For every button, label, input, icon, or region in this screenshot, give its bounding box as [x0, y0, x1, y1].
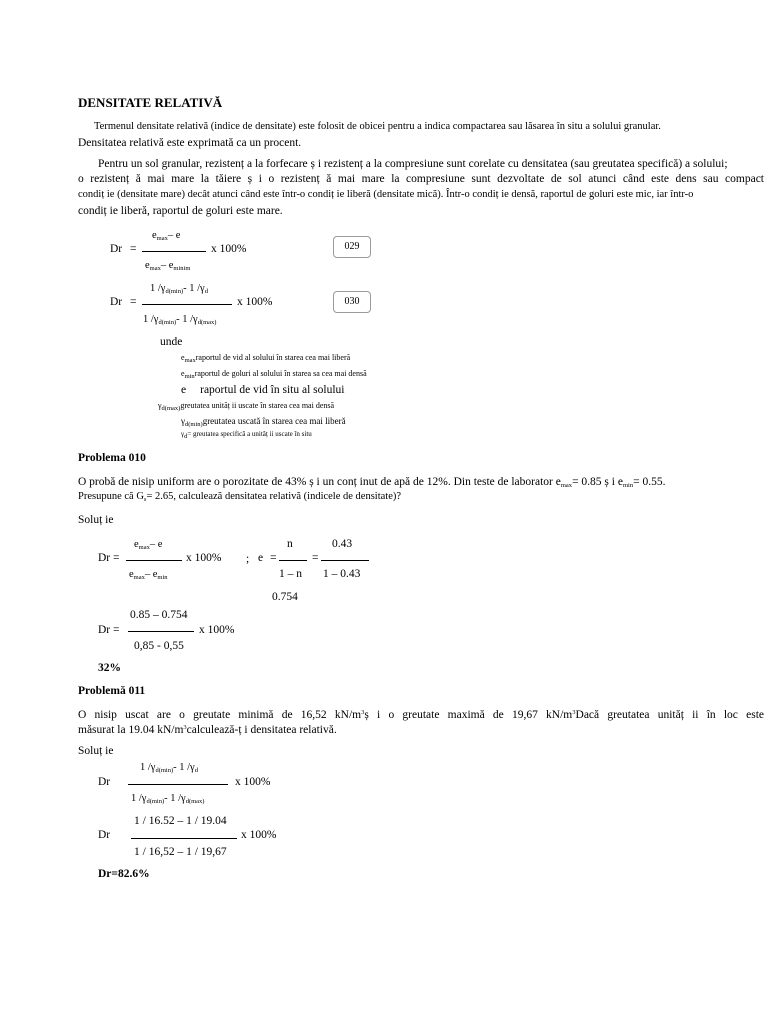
problem-010-answer: 32% [98, 662, 121, 674]
fraction-bar [128, 631, 194, 632]
equals: = [312, 552, 319, 564]
porosity-numerator: n [287, 538, 293, 550]
paragraph-2-line-2: o rezistenț ă mai mare la tăiere ș i o rezistenț ă mai mare la compresiune sunt dezvoltate de sol atunci când este dens sau compact [78, 173, 764, 185]
formula-multiplier: x 100% [199, 624, 235, 636]
formula-multiplier: x 100% [211, 243, 247, 255]
formula-denominator: 1 / 16,52 – 1 / 19,67 [134, 846, 227, 858]
fraction-bar [126, 560, 182, 561]
where-item: e raportul de vid în situ al solului [181, 384, 345, 396]
formula-multiplier: x 100% [186, 552, 222, 564]
fraction-bar [142, 251, 206, 252]
paragraph-2-line-3: condiț ie (densitate mare) decât atunci când este într-o condiț ie liberă (densitate mică). Într-o condiț ie densă, raportul de goluri este mic, iar într-o [78, 189, 694, 200]
formula-multiplier: x 100% [237, 296, 273, 308]
value-denominator: 1 – 0.43 [323, 568, 361, 580]
formula-denominator: 0,85 - 0,55 [134, 640, 184, 652]
porosity-denominator: 1 – n [279, 568, 302, 580]
equation-tag: 030 [333, 291, 371, 313]
fraction-bar [321, 560, 369, 561]
void-ratio-lhs: e [258, 552, 264, 564]
problem-011-title: Problemă 011 [78, 685, 146, 697]
equals: = [270, 552, 277, 564]
problem-010-title: Problema 010 [78, 452, 146, 464]
fraction-bar [142, 304, 232, 305]
solution-label: Soluț ie [78, 514, 114, 526]
where-label: unde [160, 336, 183, 348]
formula-multiplier: x 100% [235, 776, 271, 788]
problem-010-text-2: Presupune că $G_s= 2.65$, calculează densitatea relativă (indicele de densitate)? [78, 491, 402, 503]
intro-line-1: Termenul densitate relativă (indice de densitate) este folosit de obicei pentru a indica compactarea sau lăsarea în situ a solului granular. [94, 121, 661, 132]
formula-numerator: 1 / 16.52 – 1 / 19.04 [134, 815, 227, 827]
where-item: $e_{max}raportul$ de vid al solului în starea cea mai liberă [181, 353, 351, 364]
formula-multiplier: x 100% [241, 829, 277, 841]
separator: ; [246, 553, 250, 565]
formula-lhs: Dr [98, 829, 111, 841]
formula-lhs: Dr [110, 243, 123, 255]
formula-numerator: 1 $/\gamma_{d(min)}-$ 1 $/\gamma_d$ [150, 283, 208, 295]
equation-tag: 029 [333, 236, 371, 258]
where-item: $\gamma_{d(min)}greutatea$ uscată în starea cea mai liberă [181, 416, 346, 428]
formula-lhs: Dr = [98, 624, 120, 636]
formula-numerator: $e_{max}-$ e [134, 539, 163, 551]
fraction-bar [131, 838, 237, 839]
where-item: $\gamma_d=$ greutatea specifică a unităț ii uscate în situ [181, 430, 312, 440]
intro-line-2: Densitatea relativă este exprimată ca un procent. [78, 137, 302, 149]
formula-equals: = [130, 296, 137, 308]
formula-equals: = [130, 243, 137, 255]
problem-010-text-1: O probă de nisip uniform are o porozitate de 43% ș i un conț inut de apă de 12%. Din teste de laborator $e_{max}= 0.85$ ș i $e_{min}= 0.55$. [78, 476, 666, 489]
void-ratio-value: 0.754 [272, 591, 298, 603]
formula-lhs: Dr [98, 776, 111, 788]
formula-numerator: 1 $/\gamma_{d(min)}-$ 1 $/\gamma_d$ [140, 762, 198, 774]
problem-011-text-1: O nisip uscat are o greutate minimă de 16,52 $kN/m^3ș$ i o greutate maximă de 19,67 $kN/m^3Dacă$ greutatea unităț ii în loc este [78, 709, 764, 721]
problem-011-text-2: măsurat la 19.04 $kN/m^3calculează-ț$ i densitatea relativă. [78, 724, 337, 736]
fraction-bar [128, 784, 228, 785]
formula-lhs: Dr [110, 296, 123, 308]
formula-lhs: Dr = [98, 552, 120, 564]
paragraph-2-line-4: condiț ie liberă, raportul de goluri este mare. [78, 205, 283, 217]
formula-denominator: $e_{max}-$ $e_{minim}$ [145, 260, 191, 272]
paragraph-2-line-1: Pentru un sol granular, rezistenț a la forfecare ș i rezistenț a la compresiune sunt corelate cu densitatea (sau greutatea specifică) a solului; [98, 158, 728, 170]
solution-label: Soluț ie [78, 745, 114, 757]
formula-denominator: 1 $/\gamma_{d(min)}-$ 1 $/\gamma_{d(max)}$ [143, 314, 217, 326]
where-item: $\gamma_{d(max)}greutatea$ unităț ii uscate în starea cea mai densă [158, 401, 335, 412]
where-item: $e_{min}raportul$ de goluri al solului în starea sa cea mai densă [181, 369, 367, 380]
formula-denominator: $e_{max}-$ $e_{min}$ [129, 569, 168, 581]
fraction-bar [279, 560, 307, 561]
value-numerator: 0.43 [332, 538, 353, 550]
formula-denominator: 1 $/\gamma_{d(min)}-$ 1 $/\gamma_{d(max)}$ [131, 793, 205, 805]
page-title: DENSITATE RELATIVĂ [78, 95, 223, 110]
formula-numerator: $e_{max}-$ e [152, 230, 181, 242]
problem-011-answer: Dr=82.6% [98, 868, 150, 880]
formula-numerator: 0.85 – 0.754 [130, 609, 188, 621]
